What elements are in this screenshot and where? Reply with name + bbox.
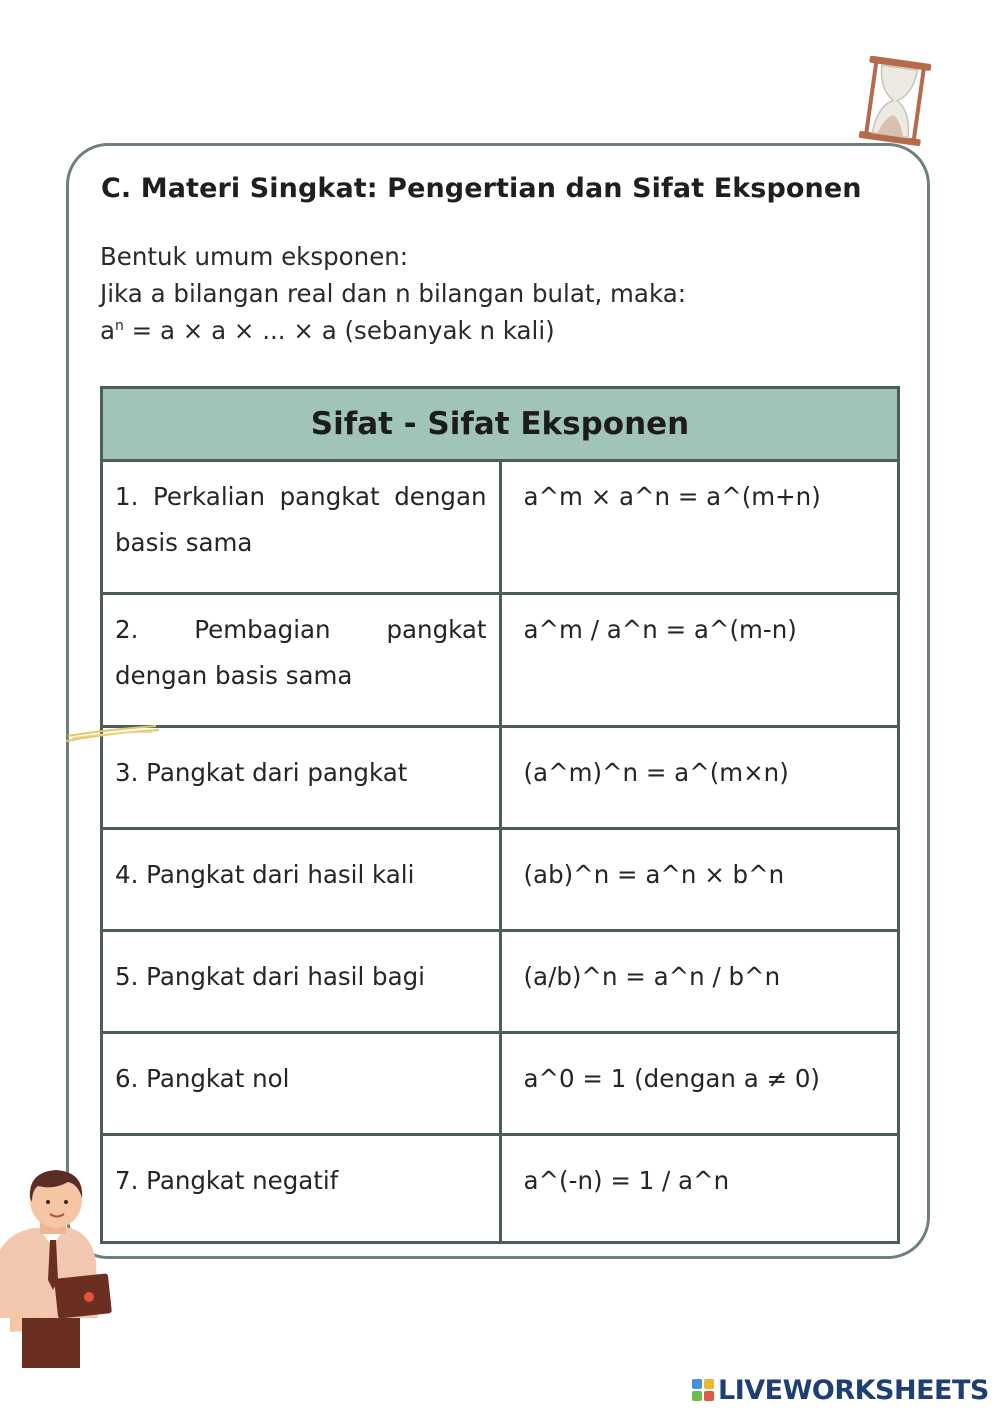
liveworksheets-icon [692, 1379, 714, 1401]
property-name: 1. Perkalian pangkat dengan basis sama [102, 461, 501, 594]
property-formula: (a/b)^n = a^n / b^n [500, 931, 899, 1033]
property-formula: (a^m)^n = a^(m×n) [500, 727, 899, 829]
intro-text [100, 238, 880, 354]
property-formula: a^(-n) = 1 / a^n [500, 1135, 899, 1243]
scribble-decoration [64, 722, 164, 746]
table-row [102, 461, 899, 594]
exponent-power: n [115, 318, 124, 334]
property-name: 3. Pangkat dari pangkat [102, 727, 501, 829]
exponent-expansion: = a × a × ... × a (sebanyak n kali) [123, 316, 555, 345]
property-formula: (ab)^n = a^n × b^n [500, 829, 899, 931]
table-row [102, 1135, 899, 1243]
property-name: 4. Pangkat dari hasil kali [102, 829, 501, 931]
properties-table [100, 386, 900, 1244]
intro-line-2: Jika a bilangan real dan n bilangan bulat, maka: [100, 279, 686, 308]
property-name: 2. Pembagian pangkat dengan basis sama [102, 594, 501, 727]
teacher-illustration [0, 1168, 120, 1368]
table-header: Sifat - Sifat Eksponen [102, 388, 899, 461]
property-formula: a^m / a^n = a^(m-n) [500, 594, 899, 727]
table-row [102, 727, 899, 829]
brand-name: LIVEWORKSHEETS [718, 1374, 989, 1406]
intro-line-3 [100, 312, 880, 354]
table-row [102, 1033, 899, 1135]
table-row [102, 829, 899, 931]
section-title: C. Materi Singkat: Pengertian dan Sifat Eksponen [101, 173, 862, 204]
brand-logo [692, 1373, 989, 1407]
hourglass-icon [850, 55, 934, 147]
property-formula: a^0 = 1 (dengan a ≠ 0) [500, 1033, 899, 1135]
intro-line-1: Bentuk umum eksponen: [100, 242, 409, 271]
property-name: 6. Pangkat nol [102, 1033, 501, 1135]
exponent-base: a [100, 316, 116, 345]
table-row [102, 594, 899, 727]
property-name: 5. Pangkat dari hasil bagi [102, 931, 501, 1033]
table-row [102, 931, 899, 1033]
property-name: 7. Pangkat negatif [102, 1135, 501, 1243]
property-formula: a^m × a^n = a^(m+n) [500, 461, 899, 594]
